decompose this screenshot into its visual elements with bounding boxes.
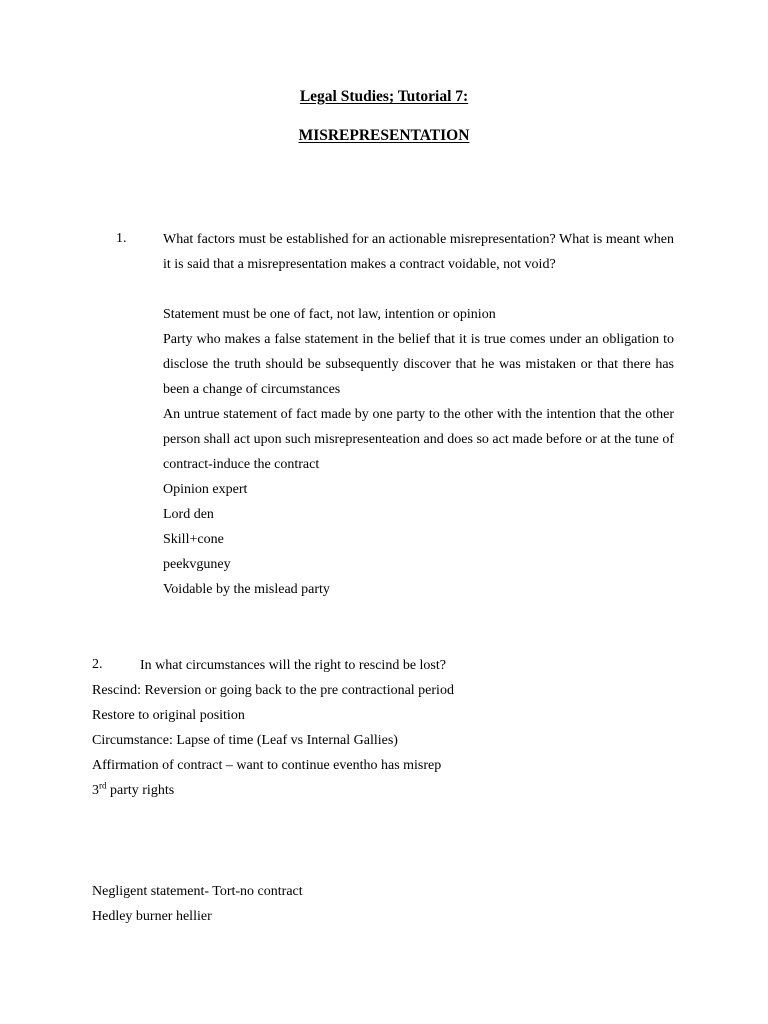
note-line: Negligent statement- Tort-no contract (92, 884, 303, 899)
answer-line: Restore to original position (92, 708, 245, 723)
question-2-answers (92, 678, 692, 803)
answer-line: Lord den (163, 507, 214, 522)
answer-paragraph: An untrue statement of fact made by one party to the other with the intention that the other person shall act upon such misrepresenteation and does so act made before or at the tune of contract-induce the contract (163, 407, 674, 472)
notes-section (92, 879, 692, 929)
document-subtitle: MISREPRESENTATION (298, 127, 470, 144)
answer-line: Opinion expert (163, 482, 248, 497)
ordinal-number: 3 (92, 783, 99, 798)
answer-line: Rescind: Reversion or going back to the pre contractional period (92, 683, 454, 698)
answer-line: Voidable by the mislead party (163, 582, 330, 597)
question-1-number: 1. (116, 231, 127, 246)
ordinal-suffix: rd (99, 780, 107, 791)
question-1-text: What factors must be established for an actionable misrepresentation? What is meant when it is said that a misrepresentation makes a contract voidable, not void? (163, 232, 674, 272)
note-line: Hedley burner hellier (92, 909, 212, 924)
answer-line: Circumstance: Lapse of time (Leaf vs Internal Gallies) (92, 733, 398, 748)
question-1-answers (163, 302, 674, 327)
answer-line: Skill+cone (163, 532, 224, 547)
answer-paragraph: Party who makes a false statement in the belief that it is true comes under an obligation to disclose the truth should be subsequently discover that he was mistaken or that there has been a change of circumstances (163, 332, 674, 397)
question-2-number: 2. (92, 657, 103, 672)
question-1-short-answers (163, 477, 674, 602)
answer-line: peekvguney (163, 557, 231, 572)
answer-line-third-party (92, 778, 692, 803)
answer-line: Affirmation of contract – want to continue eventho has misrep (92, 758, 442, 773)
third-party-text: party rights (106, 783, 175, 798)
answer-line: Statement must be one of fact, not law, intention or opinion (163, 307, 496, 322)
question-2-text: In what circumstances will the right to rescind be lost? (140, 658, 446, 673)
document-title: Legal Studies; Tutorial 7: (299, 88, 469, 105)
